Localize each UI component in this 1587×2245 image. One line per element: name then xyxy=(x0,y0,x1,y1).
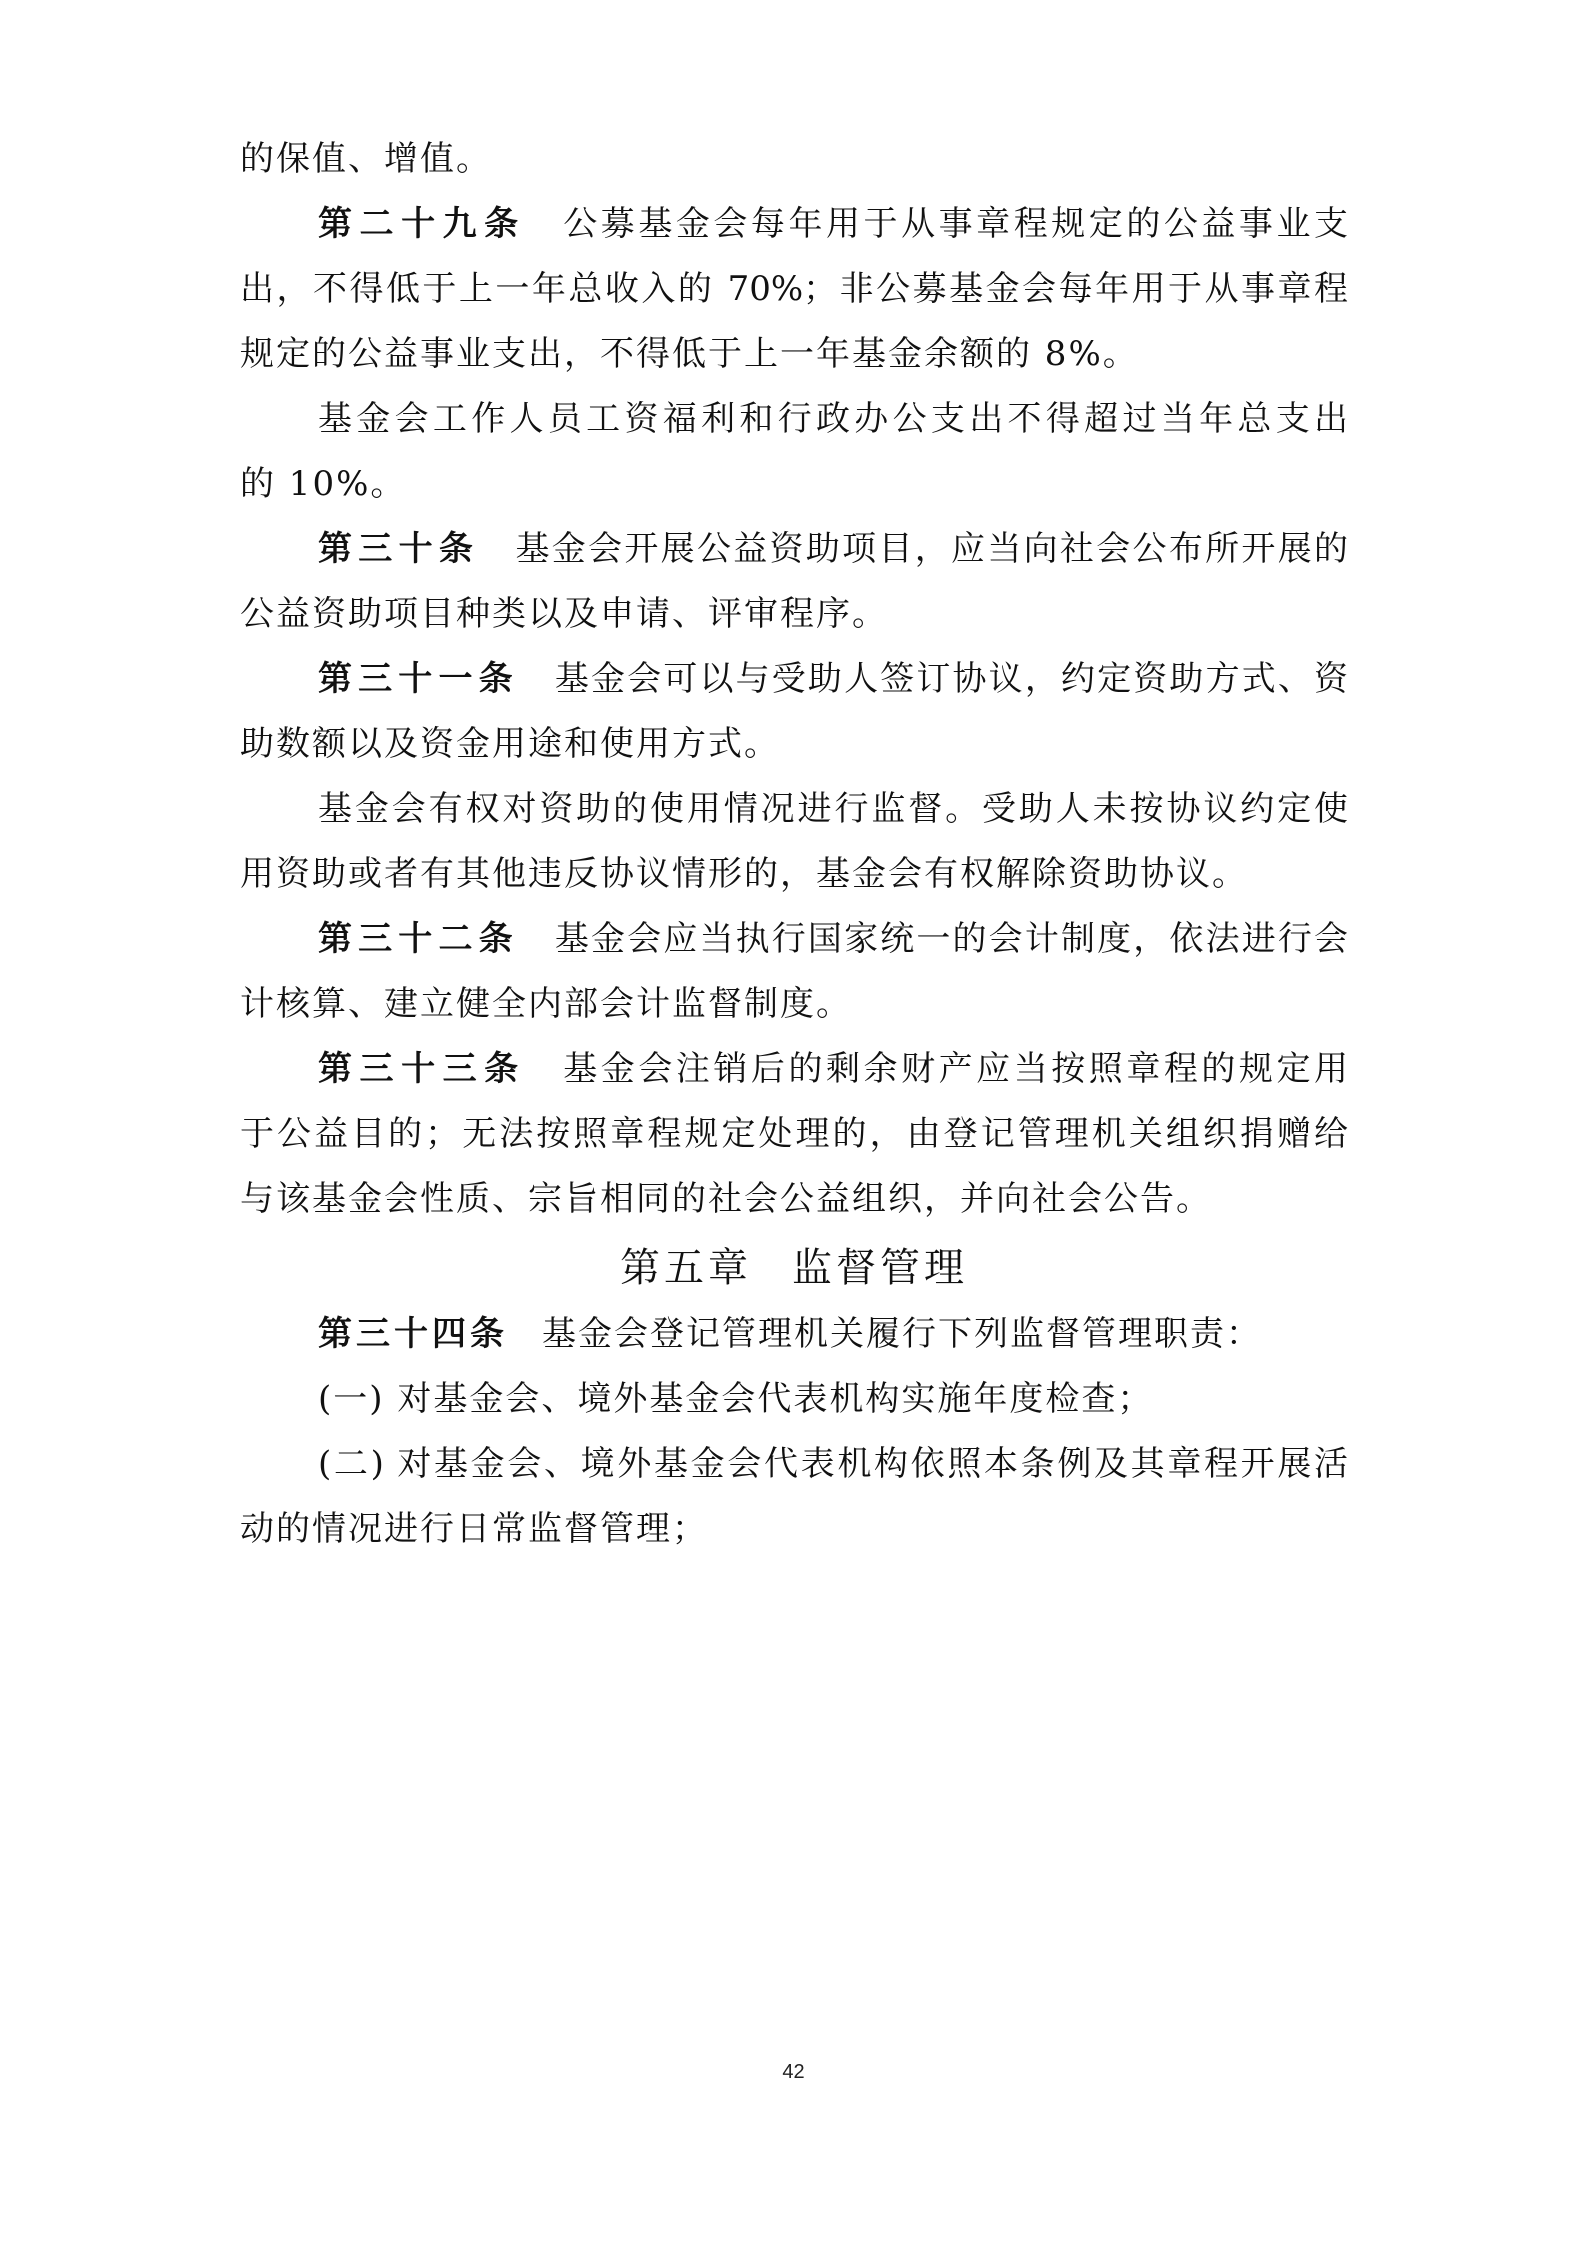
text-line: 于公益目的；无法按照章程规定处理的，由登记管理机关组织捐赠给 xyxy=(240,1114,1348,1154)
text-line: 计核算、建立健全内部会计监督制度。 xyxy=(240,984,852,1024)
list-item: (一) 对基金会、境外基金会代表机构实施年度检查； xyxy=(318,1379,1154,1419)
article-number: 第三十一条 xyxy=(318,659,519,699)
chapter-heading xyxy=(240,1240,1348,1296)
article-text: 公募基金会每年用于从事章程规定的公益事业支 xyxy=(559,204,1349,244)
article-34-line xyxy=(318,1309,1262,1359)
chapter-title: 监督管理 xyxy=(792,1245,968,1291)
text-line: 用资助或者有其他违反协议情形的，基金会有权解除资助协议。 xyxy=(240,854,1248,894)
chapter-number: 第五章 xyxy=(620,1245,752,1291)
text-line: 基金会有权对资助的使用情况进行监督。受助人未按协议约定使 xyxy=(318,789,1348,829)
page-number: 42 xyxy=(782,2061,805,2083)
text-line: 基金会工作人员工资福利和行政办公支出不得超过当年总支出 xyxy=(318,399,1348,439)
text-line: 助数额以及资金用途和使用方式。 xyxy=(240,724,780,764)
article-number: 第二十九条 xyxy=(318,204,526,244)
article-number: 第三十二条 xyxy=(318,919,519,959)
article-31-line xyxy=(318,654,1348,704)
article-text: 基金会登记管理机关履行下列监督管理职责： xyxy=(542,1314,1262,1354)
article-33-line xyxy=(318,1044,1348,1094)
text-line: 公益资助项目种类以及申请、评审程序。 xyxy=(240,594,888,634)
article-32-line xyxy=(318,914,1348,964)
article-text: 基金会可以与受助人签订协议，约定资助方式、资 xyxy=(552,659,1349,699)
article-number: 第三十三条 xyxy=(318,1049,526,1089)
article-number: 第三十四条 xyxy=(318,1314,508,1354)
article-text: 基金会应当执行国家统一的会计制度，依法进行会 xyxy=(552,919,1349,959)
article-30-line xyxy=(318,524,1348,574)
article-text: 基金会注销后的剩余财产应当按照章程的规定用 xyxy=(559,1049,1349,1089)
text-line: 的保值、增值。 xyxy=(240,139,492,179)
list-item: (二) 对基金会、境外基金会代表机构依照本条例及其章程开展活 xyxy=(318,1444,1348,1484)
text-line: 出，不得低于上一年总收入的 70%；非公募基金会每年用于从事章程 xyxy=(240,269,1348,309)
text-line: 的 10%。 xyxy=(240,464,407,504)
article-29-line xyxy=(318,199,1348,249)
article-number: 第三十条 xyxy=(318,529,480,569)
text-line: 动的情况进行日常监督管理； xyxy=(240,1509,708,1549)
text-line: 规定的公益事业支出，不得低于上一年基金余额的 8%。 xyxy=(240,334,1139,374)
article-text: 基金会开展公益资助项目，应当向社会公布所开展的 xyxy=(513,529,1349,569)
text-line: 与该基金会性质、宗旨相同的社会公益组织，并向社会公告。 xyxy=(240,1179,1212,1219)
